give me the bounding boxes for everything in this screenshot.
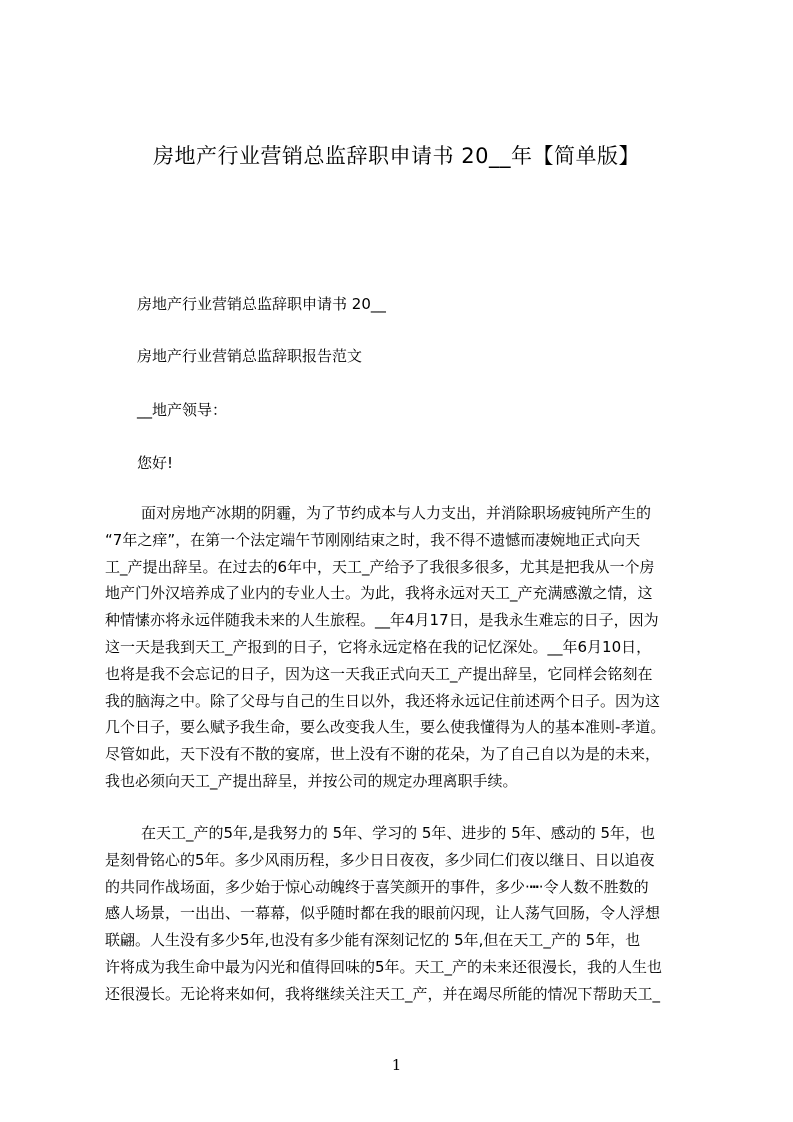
paragraph-line: 几个日子，要么赋予我生命，要么改变我人生，要么使我懂得为人的基本准则-孝道。 [105, 718, 666, 737]
paragraph-line: 我也必须向天工_产提出辞呈，并按公司的规定办理离职手续。 [105, 771, 518, 790]
paragraph-line: 还很漫长。无论将来如何，我将继续关注天工_产，并在竭尽所能的情况下帮助天工_ [105, 984, 661, 1003]
paragraph-line: 这一天是我到天工_产报到的日子，它将永远定格在我的记忆深处。__年6月10日， [105, 637, 652, 656]
greeting: 您好! [137, 454, 174, 472]
paragraph-line: 许将成为我生命中最为闪光和值得回味的5年。天工_产的未来还很漫长，我的人生也 [105, 957, 663, 976]
paragraph-line: 面对房地产冰期的阴霾，为了节约成本与人力支出，并消除职场疲钝所产生的 [141, 504, 652, 522]
paragraph-line: 我的脑海之中。除了父母与自己的生日以外，我还将永远记住前述两个日子。因为这 [105, 691, 661, 710]
paragraph-1 [105, 500, 701, 795]
document-subtitle: 房地产行业营销总监辞职申请书 20__ [137, 295, 386, 313]
page-number: 1 [391, 1056, 402, 1074]
paragraph-2 [105, 820, 701, 1008]
document-title: 房地产行业营销总监辞职申请书 20__年【简单版】 [153, 144, 640, 168]
paragraph-line: 工_产提出辞呈。在过去的6年中，天工_产给予了我很多很多，尤其是把我从一个房 [105, 557, 655, 576]
paragraph-line: 在天工_产的5年,是我努力的 5年、学习的 5年、进步的 5年、感动的 5年，也 [141, 824, 656, 842]
paragraph-line: 感人场景，一出出、一幕幕，似乎随时都在我的眼前闪现，让人荡气回肠，令人浮想 [105, 904, 661, 923]
paragraph-line: “7年之痒”，在第一个法定端午节刚刚结束之时，我不得不遗憾而凄婉地正式向天 [105, 530, 641, 549]
paragraph-line: 是刻骨铭心的5年。多少风雨历程，多少日日夜夜，多少同仁们夜以继日、日以追夜 [105, 850, 655, 869]
paragraph-line: 种情愫亦将永远伴随我未来的人生旅程。__年4月17日，是我永生难忘的日子，因为 [105, 611, 659, 630]
paragraph-line: 尽管如此，天下没有不散的宴席，世上没有不谢的花朵，为了自己自以为是的未来， [105, 745, 661, 764]
paragraph-line: 也将是我不会忘记的日子，因为这一天我正式向天工_产提出辞呈，它同样会铭刻在 [105, 664, 653, 683]
paragraph-line: 的共同作战场面，多少始于惊心动魄终于喜笑颜开的事件，多少·┅·令人数不胜数的 [105, 877, 649, 896]
document-heading: 房地产行业营销总监辞职报告范文 [137, 347, 363, 365]
salutation: __地产领导： [137, 401, 228, 419]
paragraph-line: 联翩。人生没有多少5年,也没有多少能有深刻记忆的 5年,但在天工_产的 5年，也 [105, 931, 641, 950]
paragraph-line: 地产门外汉培养成了业内的专业人士。为此，我将永远对天工_产充满感激之情，这 [105, 584, 653, 603]
